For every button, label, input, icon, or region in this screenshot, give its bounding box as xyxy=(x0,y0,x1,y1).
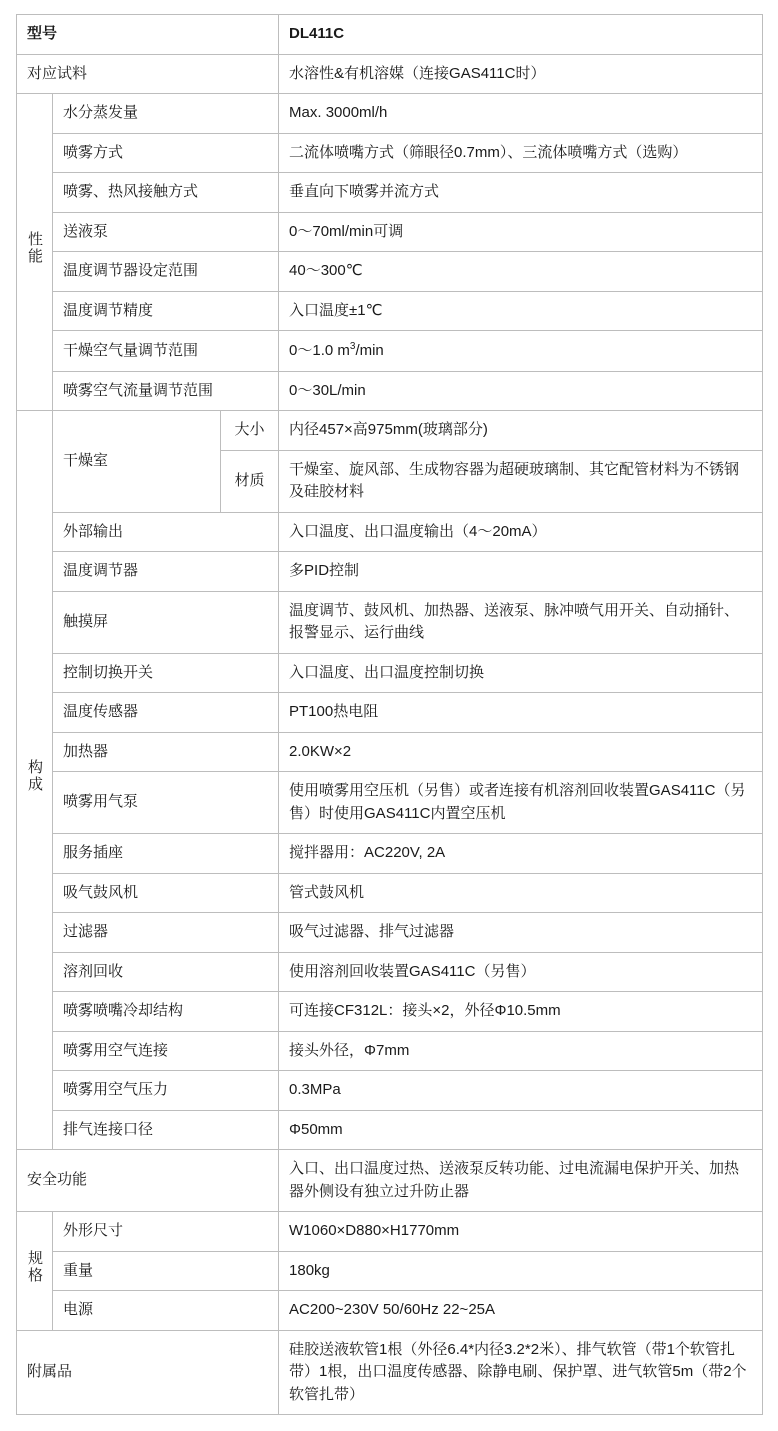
row-label: 送液泵 xyxy=(53,212,279,252)
row-value: 搅拌器用：AC220V, 2A xyxy=(279,834,763,874)
row-value: 接头外径，Φ7mm xyxy=(279,1031,763,1071)
table-row-composition-6 xyxy=(17,732,763,772)
accessory-value: 硅胶送液软管1根（外径6.4*内径3.2*2米）、排气软管（带1个软管扎带）1根，出口温度传感器、除静电刷、保护罩、进气软管5m（带2个软管扎带） xyxy=(279,1330,763,1415)
row-value: 40〜300℃ xyxy=(279,252,763,292)
specification-table xyxy=(16,14,763,1415)
table-row-composition-9 xyxy=(17,873,763,913)
table-row-performance-7 xyxy=(17,331,763,372)
row-value: 吸气过滤器、排气过滤器 xyxy=(279,913,763,953)
row-label: 喷雾用空气连接 xyxy=(53,1031,279,1071)
table-row-performance-1 xyxy=(17,94,763,134)
table-row-sample xyxy=(17,54,763,94)
row-value: 入口温度±1℃ xyxy=(279,291,763,331)
row-value-exponent: 3 xyxy=(349,341,356,352)
row-label: 喷雾用空气压力 xyxy=(53,1071,279,1111)
row-value: 管式鼓风机 xyxy=(279,873,763,913)
row-value: 0〜30L/min xyxy=(279,371,763,411)
table-row-composition-8 xyxy=(17,834,763,874)
table-row-safety xyxy=(17,1150,763,1212)
table-row-composition-14 xyxy=(17,1071,763,1111)
table-row-composition-7 xyxy=(17,772,763,834)
model-label: 型号 xyxy=(17,15,279,55)
table-row-composition-5 xyxy=(17,693,763,733)
row-value: 可连接CF312L：接头×2，外径Φ10.5mm xyxy=(279,992,763,1032)
table-row-accessories xyxy=(17,1330,763,1415)
drying-chamber-label: 干燥室 xyxy=(53,411,221,513)
row-value: 使用喷雾用空压机（另售）或者连接有机溶剂回收装置GAS411C（另售）时使用GAS411C内置空压机 xyxy=(279,772,763,834)
row-label: 外形尺寸 xyxy=(53,1212,279,1252)
table-row-performance-4 xyxy=(17,212,763,252)
table-row-composition-3 xyxy=(17,591,763,653)
group-composition xyxy=(17,411,53,1150)
table-row-performance-5 xyxy=(17,252,763,292)
row-value: 入口温度、出口温度输出（4〜20mA） xyxy=(279,512,763,552)
row-value-post: /min xyxy=(355,342,384,359)
table-row-performance-2 xyxy=(17,133,763,173)
drying-chamber-sub-value: 内径457×高975mm(玻璃部分) xyxy=(279,411,763,451)
row-label: 吸气鼓风机 xyxy=(53,873,279,913)
row-value-pre: 0〜1.0 m xyxy=(289,342,350,359)
row-label: 温度调节器 xyxy=(53,552,279,592)
row-label: 喷雾用气泵 xyxy=(53,772,279,834)
table-row-composition-4 xyxy=(17,653,763,693)
row-value: W1060×D880×H1770mm xyxy=(279,1212,763,1252)
row-label: 重量 xyxy=(53,1251,279,1291)
table-row-composition-2 xyxy=(17,552,763,592)
row-label: 外部输出 xyxy=(53,512,279,552)
row-value: 二流体喷嘴方式（筛眼径0.7mm）、三流体喷嘴方式（选购） xyxy=(279,133,763,173)
row-value: PT100热电阻 xyxy=(279,693,763,733)
table-row-spec-2 xyxy=(17,1251,763,1291)
safety-label: 安全功能 xyxy=(17,1150,279,1212)
safety-value: 入口、出口温度过热、送液泵反转功能、过电流漏电保护开关、加热器外侧设有独立过升防止器 xyxy=(279,1150,763,1212)
row-label: 控制切换开关 xyxy=(53,653,279,693)
row-value: 180kg xyxy=(279,1251,763,1291)
row-label: 温度调节器设定范围 xyxy=(53,252,279,292)
sample-value: 水溶性&有机溶媒（连接GAS411C时） xyxy=(279,54,763,94)
table-row-composition-15 xyxy=(17,1110,763,1150)
table-row-composition-10 xyxy=(17,913,763,953)
row-label: 电源 xyxy=(53,1291,279,1331)
row-value xyxy=(279,331,763,372)
row-value: 0〜70ml/min可调 xyxy=(279,212,763,252)
row-value: 0.3MPa xyxy=(279,1071,763,1111)
table-row-chamber-size xyxy=(17,411,763,451)
row-label: 干燥空气量调节范围 xyxy=(53,331,279,372)
row-label: 排气连接口径 xyxy=(53,1110,279,1150)
row-value: AC200~230V 50/60Hz 22~25A xyxy=(279,1291,763,1331)
row-value: 使用溶剂回收装置GAS411C（另售） xyxy=(279,952,763,992)
accessory-label: 附属品 xyxy=(17,1330,279,1415)
table-row-spec-3 xyxy=(17,1291,763,1331)
table-row-performance-3 xyxy=(17,173,763,213)
row-value: Max. 3000ml/h xyxy=(279,94,763,134)
row-value: Φ50mm xyxy=(279,1110,763,1150)
model-value: DL411C xyxy=(279,15,763,55)
sample-label: 对应试料 xyxy=(17,54,279,94)
group-performance-label: 性能 xyxy=(26,231,43,266)
table-row-performance-8 xyxy=(17,371,763,411)
row-label: 溶剂回收 xyxy=(53,952,279,992)
row-label: 喷雾方式 xyxy=(53,133,279,173)
table-row-spec-1 xyxy=(17,1212,763,1252)
row-value: 多PID控制 xyxy=(279,552,763,592)
table-row-composition-12 xyxy=(17,992,763,1032)
row-label: 喷雾、热风接触方式 xyxy=(53,173,279,213)
group-performance xyxy=(17,94,53,411)
row-label: 加热器 xyxy=(53,732,279,772)
row-label: 喷雾空气流量调节范围 xyxy=(53,371,279,411)
table-row-composition-11 xyxy=(17,952,763,992)
row-value: 入口温度、出口温度控制切换 xyxy=(279,653,763,693)
row-label: 触摸屏 xyxy=(53,591,279,653)
row-value: 温度调节、鼓风机、加热器、送液泵、脉冲喷气用开关、自动捅针、报警显示、运行曲线 xyxy=(279,591,763,653)
group-spec xyxy=(17,1212,53,1331)
row-label: 过滤器 xyxy=(53,913,279,953)
row-label: 水分蒸发量 xyxy=(53,94,279,134)
group-composition-label: 构成 xyxy=(26,759,43,794)
group-spec-label: 规格 xyxy=(26,1250,43,1284)
table-row-composition-13 xyxy=(17,1031,763,1071)
drying-chamber-sub-value: 干燥室、旋风部、生成物容器为超硬玻璃制、其它配管材料为不锈钢及硅胶材料 xyxy=(279,450,763,512)
table-row-performance-6 xyxy=(17,291,763,331)
row-value: 垂直向下喷雾并流方式 xyxy=(279,173,763,213)
table-row-composition-1 xyxy=(17,512,763,552)
table-row-model xyxy=(17,15,763,55)
row-label: 服务插座 xyxy=(53,834,279,874)
drying-chamber-sub-label: 材质 xyxy=(221,450,279,512)
row-label: 喷雾喷嘴冷却结构 xyxy=(53,992,279,1032)
row-label: 温度传感器 xyxy=(53,693,279,733)
drying-chamber-sub-label: 大小 xyxy=(221,411,279,451)
row-value: 2.0KW×2 xyxy=(279,732,763,772)
row-label: 温度调节精度 xyxy=(53,291,279,331)
